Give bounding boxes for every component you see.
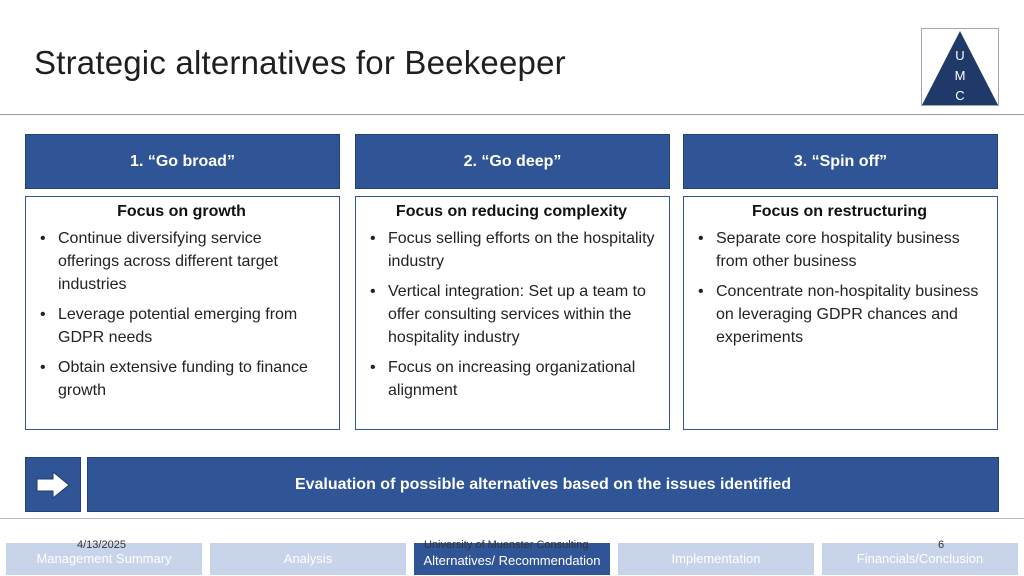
- bullet-icon: •: [698, 283, 704, 300]
- bullet-item: [696, 227, 983, 273]
- bullet-text: Obtain extensive funding to finance growth: [58, 359, 308, 399]
- bullet-item: [38, 227, 325, 296]
- evaluation-banner: [87, 457, 999, 512]
- title-divider: [0, 114, 1024, 115]
- alternative-3-bullet-list: [696, 227, 983, 349]
- nav-tab-label: Analysis: [283, 551, 333, 566]
- logo-letters: [922, 46, 998, 106]
- alternative-2-focus: Focus on reducing complexity: [395, 203, 628, 220]
- logo-letter-c: C: [955, 88, 965, 103]
- nav-tab-label: Management Summary: [36, 551, 172, 566]
- bullet-item: [38, 303, 325, 349]
- bullet-icon: •: [370, 359, 376, 376]
- slide-title: Strategic alternatives for Beekeeper: [34, 44, 566, 81]
- footer-date: 4/13/2025: [77, 539, 126, 551]
- alternative-3-title: 3. “Spin off”: [793, 152, 888, 170]
- bullet-text: Continue diversifying service offerings across different target industries: [58, 230, 278, 293]
- bullet-icon: •: [698, 230, 704, 247]
- alternative-3-header: [683, 134, 998, 189]
- bullet-text: Separate core hospitality business from other business: [716, 230, 960, 270]
- nav-tab-analysis[interactable]: [210, 543, 406, 575]
- bullet-icon: •: [40, 306, 46, 323]
- logo-letter-m: M: [954, 68, 966, 83]
- alternative-1-header: [25, 134, 340, 189]
- footer-page-number: 6: [938, 539, 945, 551]
- evaluation-text: Evaluation of possible alternatives based on the issues identified: [294, 475, 792, 493]
- right-arrow-icon: [35, 470, 71, 500]
- bullet-text: Leverage potential emerging from GDPR needs: [58, 306, 298, 346]
- alternative-2-header: [355, 134, 670, 189]
- bullet-item: [38, 356, 325, 402]
- bullet-text: Focus on increasing organizational alignment: [388, 359, 636, 399]
- alternative-1-body: [25, 196, 340, 430]
- bullet-icon: •: [370, 230, 376, 247]
- alternative-2-bullet-list: [368, 227, 655, 402]
- alternative-3-focus: Focus on restructuring: [751, 203, 928, 220]
- bullet-icon: •: [40, 230, 46, 247]
- bullet-text: Concentrate non-hospitality business on leveraging GDPR chances and experiments: [716, 283, 979, 346]
- umc-logo: [921, 28, 999, 106]
- bullet-text: Focus selling efforts on the hospitality industry: [388, 230, 655, 270]
- nav-tab-financials-conclusion[interactable]: [822, 543, 1018, 575]
- alternative-1-focus: Focus on growth: [117, 203, 246, 220]
- bullet-item: [368, 280, 655, 349]
- nav-tab-label: Implementation: [671, 551, 761, 566]
- alternative-3-body: [683, 196, 998, 430]
- nav-tab-implementation[interactable]: [618, 543, 814, 575]
- logo-letter-u: U: [955, 48, 965, 63]
- alternative-1-title: 1. “Go broad”: [130, 152, 235, 170]
- footer-divider: [0, 518, 1024, 519]
- alternative-1-bullet-list: [38, 227, 325, 402]
- bullet-icon: •: [40, 359, 46, 376]
- bullet-item: [368, 356, 655, 402]
- bullet-text: Vertical integration: Set up a team to offer consulting services within the hospitality industry: [388, 283, 646, 346]
- arrow-box: [25, 457, 81, 512]
- footer-organization: University of Muenster Consulting: [424, 539, 589, 551]
- alternative-2-title: 2. “Go deep”: [463, 152, 562, 170]
- nav-tab-label: Alternatives/ Recommendation: [423, 553, 601, 568]
- alternative-2-body: [355, 196, 670, 430]
- bullet-item: [696, 280, 983, 349]
- nav-tab-label: Financials/Conclusion: [856, 551, 984, 566]
- bullet-item: [368, 227, 655, 273]
- bullet-icon: •: [370, 283, 376, 300]
